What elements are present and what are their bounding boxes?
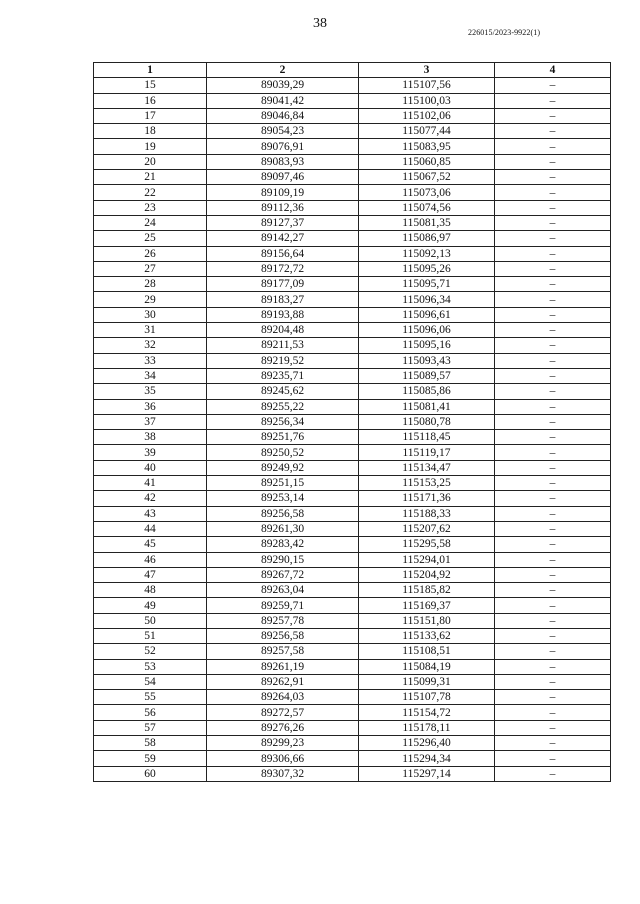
point-number-cell: 42 (94, 491, 207, 506)
x-coordinate-cell: 89261,30 (207, 521, 359, 536)
note-cell: – (495, 399, 611, 414)
point-number-cell: 52 (94, 644, 207, 659)
point-number-cell: 58 (94, 736, 207, 751)
x-coordinate-cell: 89276,26 (207, 720, 359, 735)
table-row (94, 154, 611, 169)
table-row (94, 323, 611, 338)
x-coordinate-cell: 89172,72 (207, 261, 359, 276)
note-cell: – (495, 200, 611, 215)
table-row (94, 674, 611, 689)
note-cell: – (495, 185, 611, 200)
point-number-cell: 53 (94, 659, 207, 674)
note-cell: – (495, 307, 611, 322)
point-number-cell: 46 (94, 552, 207, 567)
note-cell: – (495, 139, 611, 154)
coordinates-table (93, 62, 611, 782)
y-coordinate-cell: 115060,85 (359, 154, 495, 169)
note-cell: – (495, 430, 611, 445)
x-coordinate-cell: 89054,23 (207, 124, 359, 139)
y-coordinate-cell: 115081,35 (359, 215, 495, 230)
table-row (94, 215, 611, 230)
x-coordinate-cell: 89193,88 (207, 307, 359, 322)
point-number-cell: 45 (94, 537, 207, 552)
x-coordinate-cell: 89046,84 (207, 108, 359, 123)
y-coordinate-cell: 115295,58 (359, 537, 495, 552)
point-number-cell: 25 (94, 231, 207, 246)
point-number-cell: 37 (94, 414, 207, 429)
point-number-cell: 44 (94, 521, 207, 536)
table-row (94, 460, 611, 475)
point-number-cell: 56 (94, 705, 207, 720)
y-coordinate-cell: 115297,14 (359, 766, 495, 781)
table-row (94, 124, 611, 139)
note-cell: – (495, 674, 611, 689)
note-cell: – (495, 292, 611, 307)
x-coordinate-cell: 89253,14 (207, 491, 359, 506)
y-coordinate-cell: 115207,62 (359, 521, 495, 536)
x-coordinate-cell: 89156,64 (207, 246, 359, 261)
x-coordinate-cell: 89283,42 (207, 537, 359, 552)
note-cell: – (495, 215, 611, 230)
point-number-cell: 15 (94, 78, 207, 93)
point-number-cell: 34 (94, 368, 207, 383)
y-coordinate-cell: 115154,72 (359, 705, 495, 720)
table-header-row (94, 63, 611, 78)
point-number-cell: 50 (94, 613, 207, 628)
point-number-cell: 33 (94, 353, 207, 368)
y-coordinate-cell: 115171,36 (359, 491, 495, 506)
table-row (94, 552, 611, 567)
y-coordinate-cell: 115204,92 (359, 567, 495, 582)
table-row (94, 491, 611, 506)
note-cell: – (495, 124, 611, 139)
x-coordinate-cell: 89272,57 (207, 705, 359, 720)
point-number-cell: 38 (94, 430, 207, 445)
x-coordinate-cell: 89142,27 (207, 231, 359, 246)
x-coordinate-cell: 89204,48 (207, 323, 359, 338)
table-row (94, 414, 611, 429)
note-cell: – (495, 598, 611, 613)
table-body (94, 78, 611, 782)
note-cell: – (495, 491, 611, 506)
point-number-cell: 48 (94, 583, 207, 598)
note-cell: – (495, 736, 611, 751)
note-cell: – (495, 690, 611, 705)
note-cell: – (495, 154, 611, 169)
point-number-cell: 39 (94, 445, 207, 460)
table-row (94, 246, 611, 261)
x-coordinate-cell: 89245,62 (207, 384, 359, 399)
y-coordinate-cell: 115134,47 (359, 460, 495, 475)
table-row (94, 659, 611, 674)
x-coordinate-cell: 89112,36 (207, 200, 359, 215)
table-row (94, 231, 611, 246)
y-coordinate-cell: 115067,52 (359, 170, 495, 185)
point-number-cell: 29 (94, 292, 207, 307)
y-coordinate-cell: 115081,41 (359, 399, 495, 414)
point-number-cell: 27 (94, 261, 207, 276)
point-number-cell: 19 (94, 139, 207, 154)
y-coordinate-cell: 115294,34 (359, 751, 495, 766)
note-cell: – (495, 720, 611, 735)
point-number-cell: 35 (94, 384, 207, 399)
point-number-cell: 54 (94, 674, 207, 689)
document-id: 226015/2023-9922(1) (468, 28, 541, 37)
note-cell: – (495, 93, 611, 108)
table-row (94, 170, 611, 185)
note-cell: – (495, 567, 611, 582)
table-row (94, 537, 611, 552)
table-row (94, 644, 611, 659)
table-row (94, 476, 611, 491)
point-number-cell: 26 (94, 246, 207, 261)
point-number-cell: 31 (94, 323, 207, 338)
table-row (94, 430, 611, 445)
table-row (94, 353, 611, 368)
y-coordinate-cell: 115077,44 (359, 124, 495, 139)
x-coordinate-cell: 89251,15 (207, 476, 359, 491)
x-coordinate-cell: 89257,58 (207, 644, 359, 659)
y-coordinate-cell: 115107,78 (359, 690, 495, 705)
point-number-cell: 18 (94, 124, 207, 139)
y-coordinate-cell: 115107,56 (359, 78, 495, 93)
point-number-cell: 51 (94, 628, 207, 643)
point-number-cell: 17 (94, 108, 207, 123)
point-number-cell: 20 (94, 154, 207, 169)
table-row (94, 185, 611, 200)
y-coordinate-cell: 115095,71 (359, 277, 495, 292)
x-coordinate-cell: 89255,22 (207, 399, 359, 414)
point-number-cell: 55 (94, 690, 207, 705)
y-coordinate-cell: 115073,06 (359, 185, 495, 200)
y-coordinate-cell: 115095,26 (359, 261, 495, 276)
x-coordinate-cell: 89263,04 (207, 583, 359, 598)
x-coordinate-cell: 89257,78 (207, 613, 359, 628)
point-number-cell: 40 (94, 460, 207, 475)
y-coordinate-cell: 115083,95 (359, 139, 495, 154)
point-number-cell: 22 (94, 185, 207, 200)
y-coordinate-cell: 115118,45 (359, 430, 495, 445)
note-cell: – (495, 445, 611, 460)
table-row (94, 751, 611, 766)
y-coordinate-cell: 115108,51 (359, 644, 495, 659)
table-row (94, 78, 611, 93)
table-row (94, 736, 611, 751)
note-cell: – (495, 613, 611, 628)
y-coordinate-cell: 115085,86 (359, 384, 495, 399)
x-coordinate-cell: 89083,93 (207, 154, 359, 169)
note-cell: – (495, 659, 611, 674)
table-row (94, 690, 611, 705)
note-cell: – (495, 246, 611, 261)
x-coordinate-cell: 89264,03 (207, 690, 359, 705)
y-coordinate-cell: 115080,78 (359, 414, 495, 429)
x-coordinate-cell: 89097,46 (207, 170, 359, 185)
x-coordinate-cell: 89183,27 (207, 292, 359, 307)
y-coordinate-cell: 115102,06 (359, 108, 495, 123)
note-cell: – (495, 751, 611, 766)
table-row (94, 583, 611, 598)
table-row (94, 338, 611, 353)
note-cell: – (495, 353, 611, 368)
note-cell: – (495, 384, 611, 399)
x-coordinate-cell: 89290,15 (207, 552, 359, 567)
note-cell: – (495, 537, 611, 552)
x-coordinate-cell: 89250,52 (207, 445, 359, 460)
table-row (94, 108, 611, 123)
table-row (94, 368, 611, 383)
y-coordinate-cell: 115188,33 (359, 506, 495, 521)
note-cell: – (495, 628, 611, 643)
x-coordinate-cell: 89076,91 (207, 139, 359, 154)
x-coordinate-cell: 89306,66 (207, 751, 359, 766)
table-row (94, 613, 611, 628)
y-coordinate-cell: 115178,11 (359, 720, 495, 735)
x-coordinate-cell: 89041,42 (207, 93, 359, 108)
note-cell: – (495, 476, 611, 491)
x-coordinate-cell: 89127,37 (207, 215, 359, 230)
y-coordinate-cell: 115096,06 (359, 323, 495, 338)
point-number-cell: 28 (94, 277, 207, 292)
y-coordinate-cell: 115096,61 (359, 307, 495, 322)
x-coordinate-cell: 89267,72 (207, 567, 359, 582)
x-coordinate-cell: 89177,09 (207, 277, 359, 292)
table-row (94, 399, 611, 414)
x-coordinate-cell: 89299,23 (207, 736, 359, 751)
y-coordinate-cell: 115153,25 (359, 476, 495, 491)
y-coordinate-cell: 115092,13 (359, 246, 495, 261)
note-cell: – (495, 414, 611, 429)
note-cell: – (495, 460, 611, 475)
x-coordinate-cell: 89307,32 (207, 766, 359, 781)
table-row (94, 628, 611, 643)
page-number: 38 (313, 16, 327, 31)
y-coordinate-cell: 115169,37 (359, 598, 495, 613)
point-number-cell: 30 (94, 307, 207, 322)
table-row (94, 766, 611, 781)
point-number-cell: 59 (94, 751, 207, 766)
point-number-cell: 41 (94, 476, 207, 491)
y-coordinate-cell: 115133,62 (359, 628, 495, 643)
table-header (94, 63, 611, 78)
note-cell: – (495, 644, 611, 659)
column-header-4: 4 (495, 63, 611, 78)
y-coordinate-cell: 115086,97 (359, 231, 495, 246)
y-coordinate-cell: 115074,56 (359, 200, 495, 215)
table-row (94, 506, 611, 521)
point-number-cell: 47 (94, 567, 207, 582)
x-coordinate-cell: 89249,92 (207, 460, 359, 475)
note-cell: – (495, 323, 611, 338)
table-row (94, 307, 611, 322)
note-cell: – (495, 368, 611, 383)
y-coordinate-cell: 115151,80 (359, 613, 495, 628)
y-coordinate-cell: 115185,82 (359, 583, 495, 598)
y-coordinate-cell: 115294,01 (359, 552, 495, 567)
table-row (94, 277, 611, 292)
x-coordinate-cell: 89261,19 (207, 659, 359, 674)
note-cell: – (495, 108, 611, 123)
note-cell: – (495, 277, 611, 292)
note-cell: – (495, 506, 611, 521)
point-number-cell: 24 (94, 215, 207, 230)
table-row (94, 598, 611, 613)
table-row (94, 567, 611, 582)
y-coordinate-cell: 115296,40 (359, 736, 495, 751)
note-cell: – (495, 78, 611, 93)
column-header-1: 1 (94, 63, 207, 78)
table-row (94, 384, 611, 399)
y-coordinate-cell: 115119,17 (359, 445, 495, 460)
note-cell: – (495, 705, 611, 720)
x-coordinate-cell: 89219,52 (207, 353, 359, 368)
x-coordinate-cell: 89109,19 (207, 185, 359, 200)
y-coordinate-cell: 115089,57 (359, 368, 495, 383)
x-coordinate-cell: 89235,71 (207, 368, 359, 383)
y-coordinate-cell: 115099,31 (359, 674, 495, 689)
x-coordinate-cell: 89039,29 (207, 78, 359, 93)
point-number-cell: 32 (94, 338, 207, 353)
note-cell: – (495, 261, 611, 276)
point-number-cell: 21 (94, 170, 207, 185)
point-number-cell: 23 (94, 200, 207, 215)
column-header-2: 2 (207, 63, 359, 78)
point-number-cell: 43 (94, 506, 207, 521)
x-coordinate-cell: 89211,53 (207, 338, 359, 353)
point-number-cell: 36 (94, 399, 207, 414)
note-cell: – (495, 338, 611, 353)
y-coordinate-cell: 115095,16 (359, 338, 495, 353)
point-number-cell: 16 (94, 93, 207, 108)
x-coordinate-cell: 89259,71 (207, 598, 359, 613)
point-number-cell: 57 (94, 720, 207, 735)
y-coordinate-cell: 115100,03 (359, 93, 495, 108)
table-row (94, 292, 611, 307)
note-cell: – (495, 521, 611, 536)
point-number-cell: 60 (94, 766, 207, 781)
note-cell: – (495, 583, 611, 598)
note-cell: – (495, 766, 611, 781)
note-cell: – (495, 231, 611, 246)
table-row (94, 705, 611, 720)
x-coordinate-cell: 89256,34 (207, 414, 359, 429)
table-row (94, 261, 611, 276)
table-row (94, 93, 611, 108)
table-row (94, 200, 611, 215)
table-row (94, 720, 611, 735)
x-coordinate-cell: 89256,58 (207, 628, 359, 643)
table-row (94, 139, 611, 154)
x-coordinate-cell: 89251,76 (207, 430, 359, 445)
point-number-cell: 49 (94, 598, 207, 613)
y-coordinate-cell: 115093,43 (359, 353, 495, 368)
x-coordinate-cell: 89262,91 (207, 674, 359, 689)
y-coordinate-cell: 115096,34 (359, 292, 495, 307)
x-coordinate-cell: 89256,58 (207, 506, 359, 521)
y-coordinate-cell: 115084,19 (359, 659, 495, 674)
note-cell: – (495, 552, 611, 567)
table-row (94, 445, 611, 460)
table-row (94, 521, 611, 536)
note-cell: – (495, 170, 611, 185)
column-header-3: 3 (359, 63, 495, 78)
